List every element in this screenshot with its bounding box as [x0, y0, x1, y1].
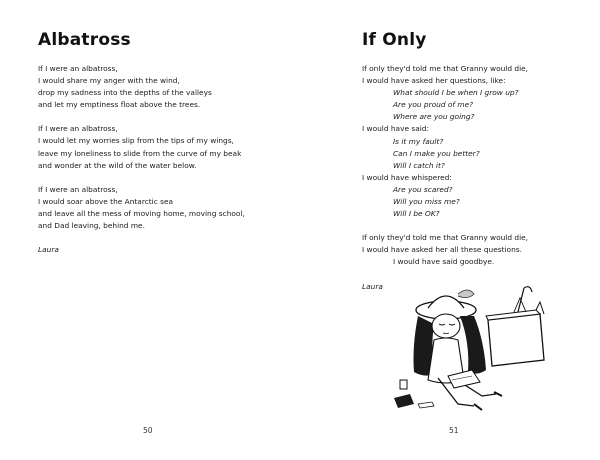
poem-line: I would have asked her all these questions.: [362, 245, 522, 255]
page-number: 50: [143, 426, 153, 435]
poem-line: Are you scared?: [393, 184, 453, 194]
poem-line: I would let my worries slip from the tips of my wings,: [38, 136, 234, 146]
poem-line: Will I be OK?: [393, 209, 440, 219]
poem-line: Can I make you better?: [393, 148, 480, 158]
poem-title: If Only: [362, 30, 427, 50]
poem-line: If I were an albatross,: [38, 124, 118, 134]
poem-line: Are you proud of me?: [393, 100, 474, 110]
poem-line: Will I catch it?: [393, 160, 445, 170]
poem-title: Albatross: [38, 30, 131, 50]
poem-line: I would have asked her questions, like:: [362, 76, 506, 86]
poem-line: and Dad leaving, behind me.: [38, 221, 145, 231]
poem-line: If I were an albatross,: [38, 64, 118, 73]
poem-line: I would share my anger with the wind,: [38, 76, 180, 86]
poem-line: Where are you going?: [393, 112, 475, 122]
girl-sitting-with-box-illustration: [388, 282, 548, 422]
poem-line: and let my emptiness float above the trees.: [38, 100, 201, 110]
poem-line: leave my loneliness to slide from the curve of my beak: [38, 148, 242, 158]
poem-line: drop my sadness into the depths of the valleys: [38, 88, 212, 98]
poem-line: I would have said goodbye.: [393, 257, 495, 267]
poem-author: Laura: [362, 281, 383, 291]
poem-line: and leave all the mess of moving home, moving school,: [38, 208, 245, 218]
poem-author: Laura: [38, 245, 59, 255]
poem-line: and wonder at the wild of the water below.: [38, 160, 197, 170]
poem-line: I would have whispered:: [362, 172, 452, 182]
poem-line: If only they'd told me that Granny would die,: [362, 233, 529, 243]
page-number: 51: [449, 426, 459, 435]
poem-line: Will you miss me?: [393, 197, 460, 207]
poem-line: Is it my fault?: [393, 136, 444, 146]
poem-line: What should I be when I grow up?: [393, 88, 519, 98]
poem-body: [362, 63, 592, 293]
poem-line: I would have said:: [362, 124, 429, 134]
poem-line: If only they'd told me that Granny would die,: [362, 64, 529, 73]
poem-body: [38, 63, 288, 256]
poem-line: I would soar above the Antarctic sea: [38, 196, 174, 206]
poem-line: If I were an albatross,: [38, 184, 118, 194]
right-page: [300, 0, 600, 460]
